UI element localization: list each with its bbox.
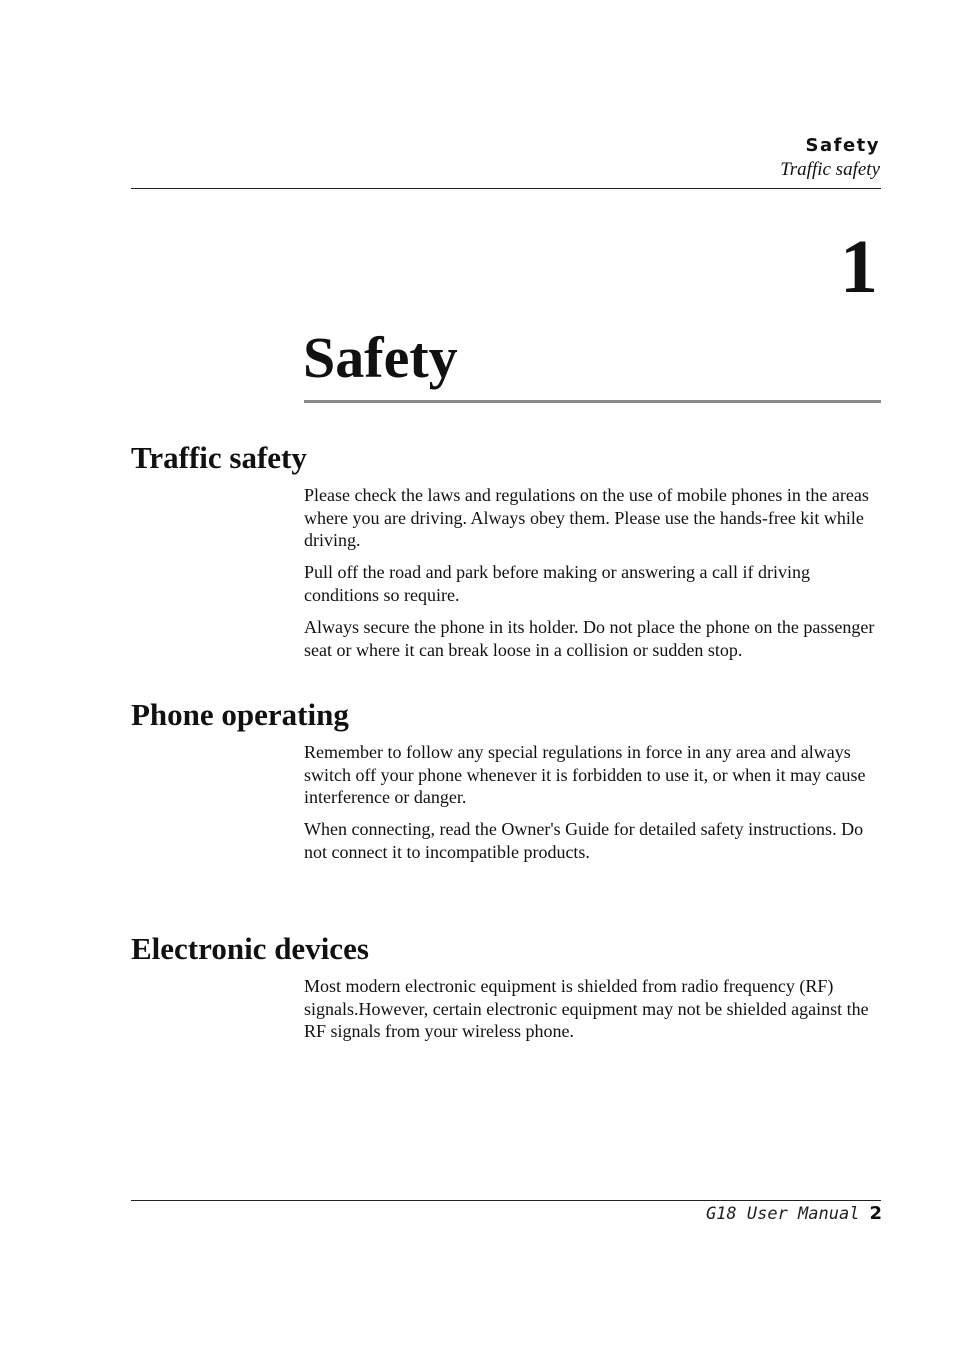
header-subsection-title: Traffic safety (780, 159, 880, 180)
page-footer (706, 1201, 882, 1227)
paragraph: Remember to follow any special regulations in force in any area and always switch off your phone whenever it is forbidden to use it, or when it may cause interference or danger. (304, 742, 866, 807)
section-heading-phone-operating: Phone operating (131, 697, 349, 732)
section-heading-traffic-safety: Traffic safety (131, 440, 307, 475)
chapter-number: 1 (840, 225, 878, 309)
header-section-title: Safety (805, 135, 880, 156)
paragraph: Most modern electronic equipment is shielded from radio frequency (RF) signals.However, certain electronic equipment may not be shielded against the RF signals from your wireless phone. (304, 976, 869, 1041)
header-divider (131, 188, 881, 189)
running-header (780, 134, 880, 182)
paragraph: When connecting, read the Owner's Guide for detailed safety instructions. Do not connect it to incompatible products. (304, 819, 864, 862)
paragraph: Please check the laws and regulations on the use of mobile phones in the areas where you are driving. Always obey them. Please use the hands-free kit while driving. (304, 485, 869, 550)
paragraph: Always secure the phone in its holder. Do not place the phone on the passenger seat or where it can break loose in a collision or sudden stop. (304, 617, 875, 660)
section-heading-electronic-devices: Electronic devices (131, 931, 369, 966)
page-number: 2 (869, 1203, 882, 1224)
chapter-divider (304, 400, 881, 403)
paragraph: Pull off the road and park before making or answering a call if driving conditions so require. (304, 562, 811, 605)
footer-manual-title: G18 User Manual (705, 1204, 860, 1224)
chapter-title: Safety (303, 325, 458, 390)
